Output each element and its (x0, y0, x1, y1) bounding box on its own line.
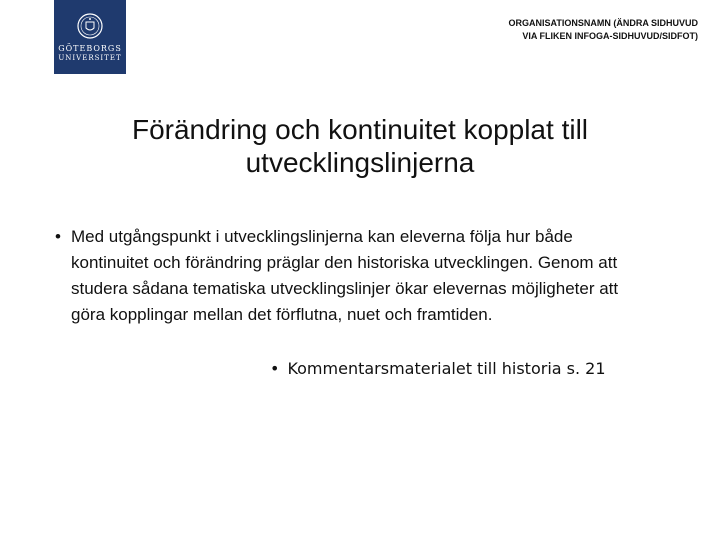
logo-text-line1: GÖTEBORGS (58, 44, 122, 53)
university-logo (54, 0, 126, 74)
sub-bullet-text: Kommentarsmaterialet till historia s. 21 (287, 359, 606, 378)
seal-icon (76, 12, 104, 40)
main-bullet-text: Med utgångspunkt i utvecklingslinjerna kan eleverna följa hur både kontinuitet och förändring präglar den historiska utvecklingen. Genom att studera sådana tematiska utvecklingslinjer ökar elevernas möjligheter att göra kopplingar mellan det förflutna, nuet och framtiden. (71, 227, 619, 324)
logo-text-line2: UNIVERSITET (58, 54, 122, 62)
slide-title: Förändring och kontinuitet kopplat till utvecklingslinjerna (131, 114, 589, 178)
organization-header: ORGANISATIONSNAMN (ÄNDRA SIDHUVUD VIA FLIKEN INFOGA-SIDHUVUD/SIDFOT) (508, 18, 698, 41)
bullet-icon: • (270, 359, 280, 378)
sub-bullet-point (270, 357, 606, 381)
bullet-icon: • (55, 227, 61, 246)
main-bullet-point (55, 224, 655, 328)
